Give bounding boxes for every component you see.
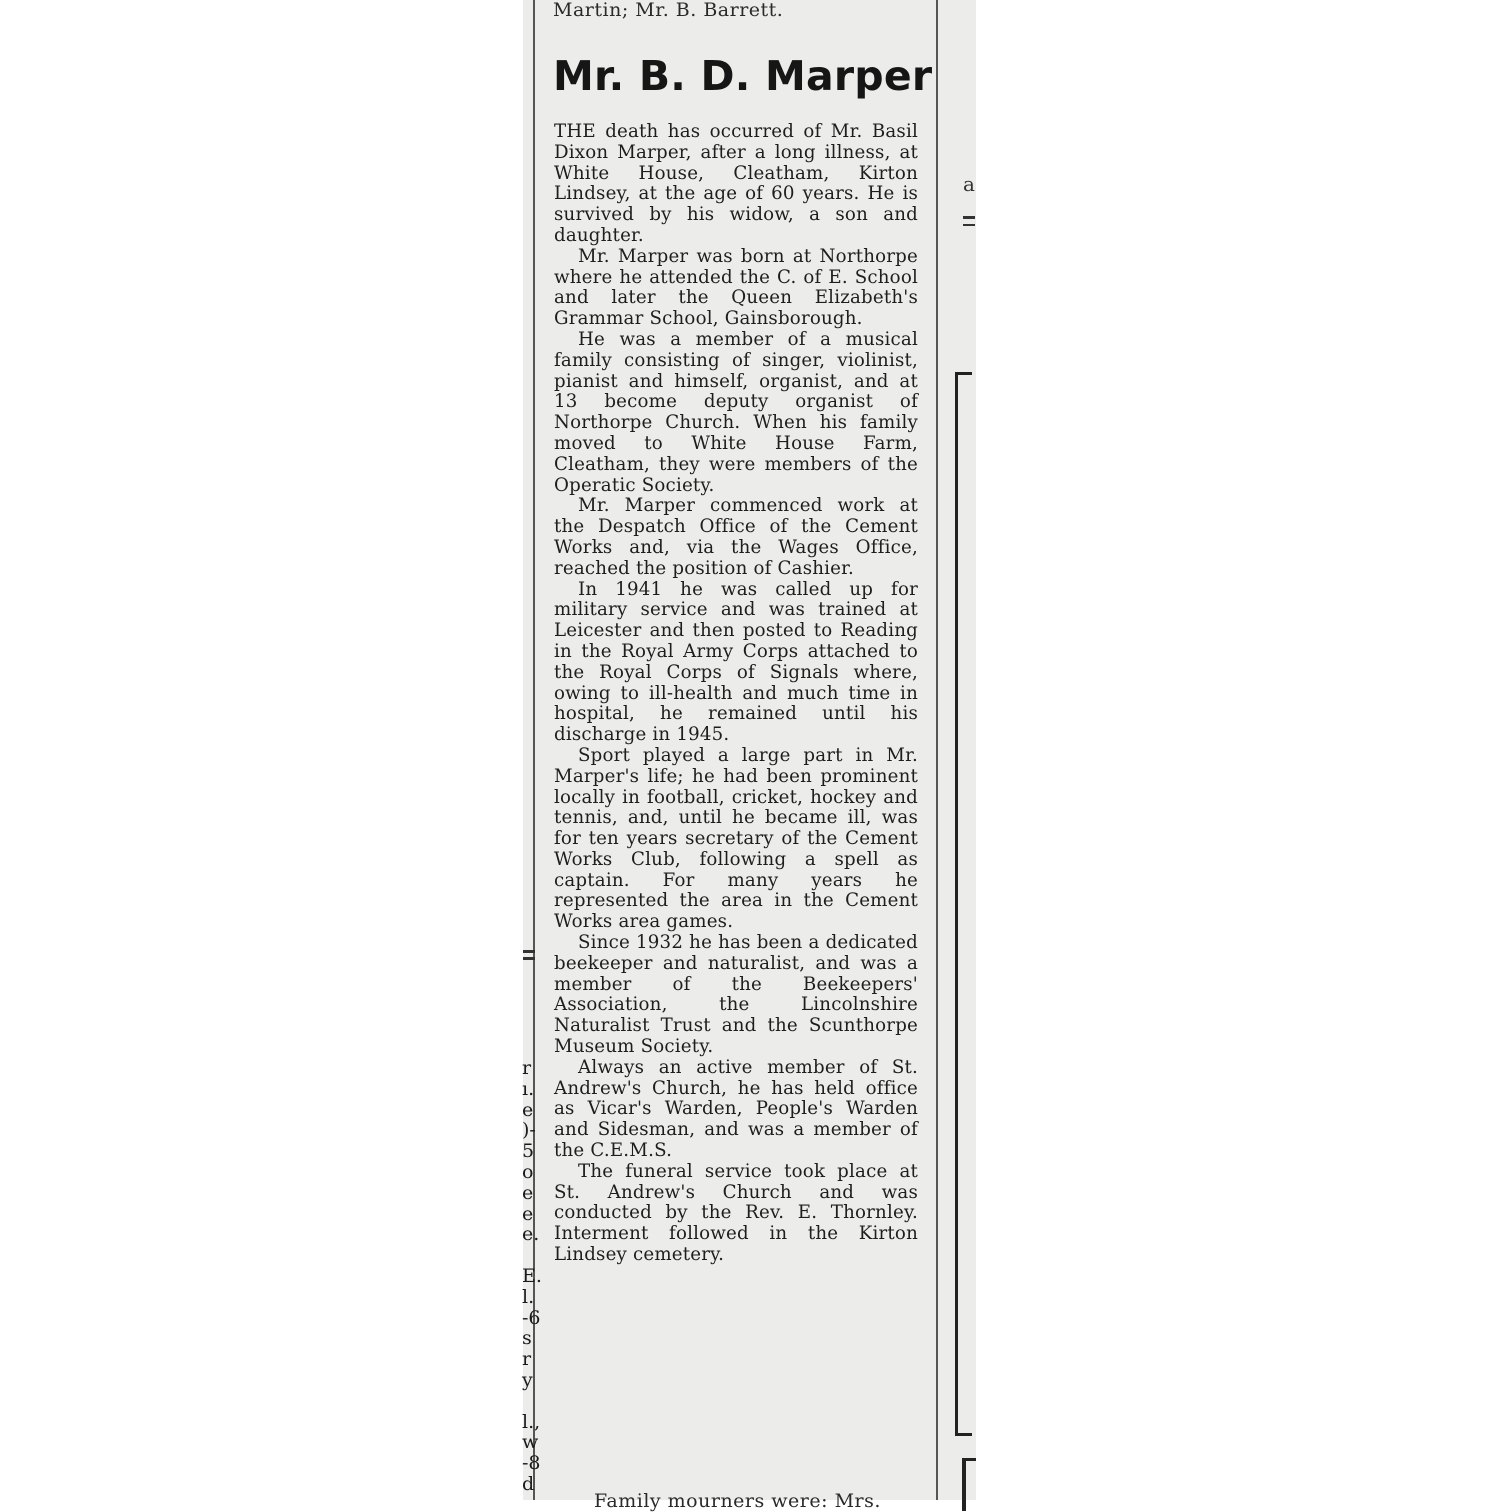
obituary-body [554,122,918,1266]
adjacent-column-frame [955,372,972,1436]
adjacent-column-dash [963,224,975,226]
column-rule-right [936,0,938,1500]
obituary-paragraph: Always an active member of St. Andrew's Church, he has held office as Vicar's Warden, People's Warden and Sidesman, and was a member of the C.E.M.S. [554,1056,918,1162]
next-section-fragment: Family mourners were: Mrs. [594,1490,881,1512]
left-column-dash [523,950,535,953]
obituary-headline: Mr. B. D. Marper [553,52,933,100]
obituary-paragraph: In 1941 he was called up for military service and was trained at Leicester and then posted to Reading in the Royal Army Corps attached to the Royal Corps of Signals where, owing to ill-health and much time in hospital, he remained until his discharge in 1945. [554,578,918,746]
obituary-paragraph: THE death has occurred of Mr. Basil Dixon Marper, after a long illness, at White House, Cleatham, Kirton Lindsey, at the age of 60 years. He is survived by his widow, a son and daughter. [554,121,918,246]
obituary-paragraph: Mr. Marper was born at Northorpe where he attended the C. of E. School and later the Queen Elizabeth's Grammar School, Gainsborough. [554,245,918,330]
adjacent-column-fragment: a [963,172,975,196]
obituary-paragraph: Since 1932 he has been a dedicated beekeeper and naturalist, and was a member of the Beekeepers' Association, the Lincolnshire Naturalist Trust and the Scunthorpe Museum Society. [554,932,918,1058]
left-column-fragment: r ı. e )- 5 o e e e. E. l. -6 s r y l., w -8 d [522,1057,542,1495]
previous-article-fragment: Martin; Mr. B. Barrett. [553,0,784,21]
obituary-paragraph: He was a member of a musical family consisting of singer, violinist, pianist and himself, organist, and at 13 become deputy organist of Northorpe Church. When his family moved to White House Farm, Cleatham, they were members of the Operatic Society. [554,328,918,496]
obituary-paragraph: Mr. Marper commenced work at the Despatch Office of the Cement Works and, via the Wages Office, reached the position of Cashier. [554,495,918,579]
obituary-paragraph: The funeral service took place at St. Andrew's Church and was conducted by the Rev. E. Thornley. Interment followed in the Kirton Lindsey cemetery. [554,1160,918,1266]
adjacent-column-frame-lower [962,1458,976,1511]
obituary-paragraph: Sport played a large part in Mr. Marper's life; he had been prominent locally in football, cricket, hockey and tennis, and, until he became ill, was for ten years secretary of the Cement Works Club, following a spell as captain. For many years he represented the area in the Cement Works area games. [554,744,918,933]
adjacent-column-dash [963,216,975,219]
left-column-dash [523,957,535,960]
